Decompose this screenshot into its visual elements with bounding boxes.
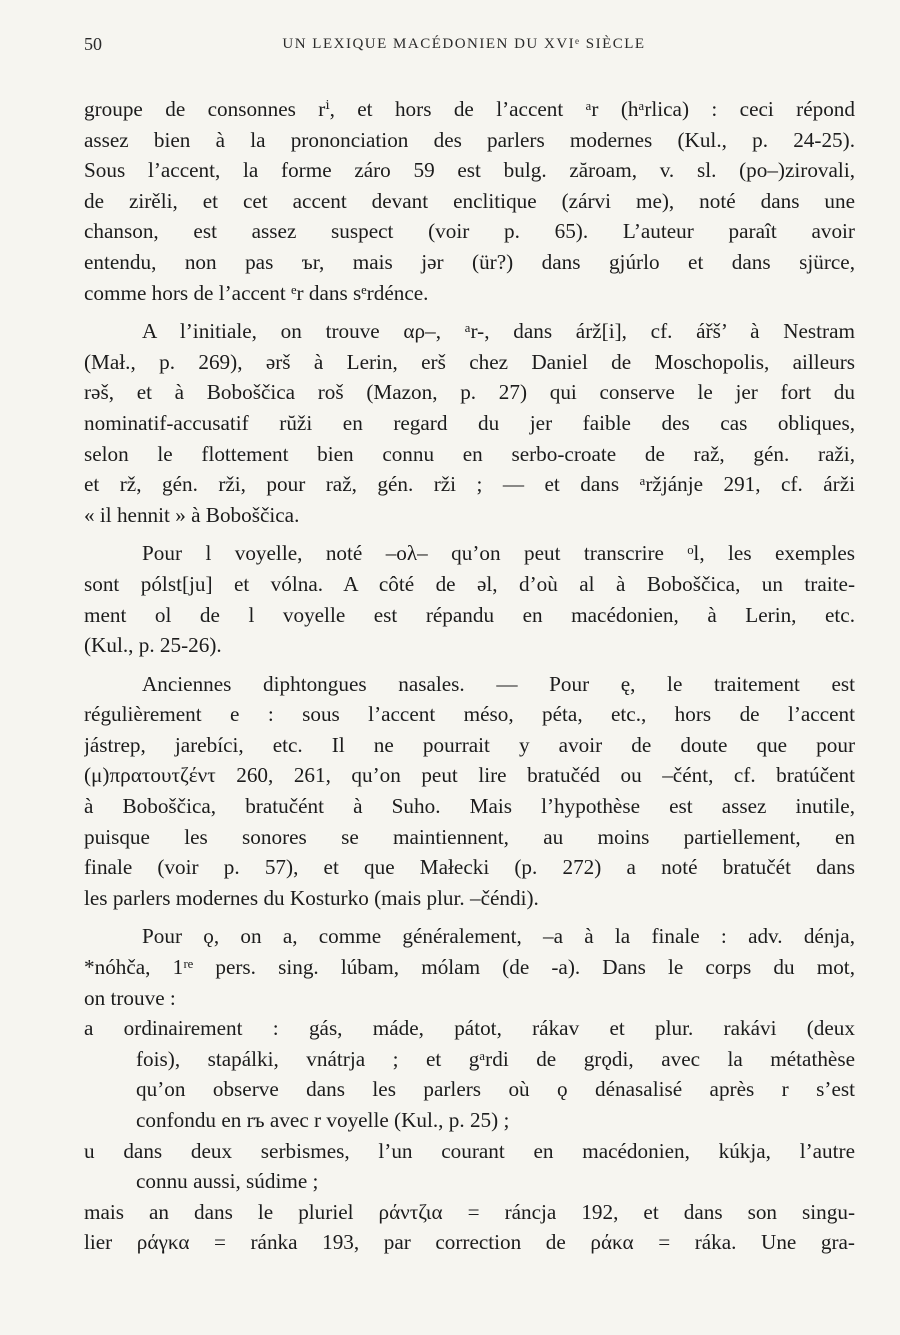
text-line: à Boboščica, bratučént à Suho. Mais l’hypothèse est assez inutile, <box>84 794 855 819</box>
text-line: rəš, et à Boboščica roš (Mazon, p. 27) qui conserve le jer fort du <box>84 380 855 405</box>
running-head <box>84 34 844 58</box>
text-line: (Kul., p. 25-26). <box>84 633 222 658</box>
text-line: lier ράγκα = ránka 193, par correction de ράκα = ráka. Une gra- <box>84 1230 855 1255</box>
text-line: comme hors de l’accent ᵉr dans sᵉrdénce. <box>84 280 429 305</box>
text-line: finale (voir p. 57), et que Małecki (p. 272) a noté bratučét dans <box>84 855 855 880</box>
text-line: et rž, gén. rži, pour raž, gén. rži ; — et dans ᵃržjánje 291, cf. árži <box>84 472 855 497</box>
text-line: de zirěli, et cet accent devant enclitique (zárvi me), noté dans une <box>84 188 855 213</box>
text-line: on trouve : <box>84 985 176 1010</box>
body-text <box>84 94 855 1258</box>
running-title: UN LEXIQUE MACÉDONIEN DU XVIᵉ SIÈCLE <box>282 36 646 52</box>
list-item-u <box>84 1136 855 1197</box>
text-line: confondu en rъ avec r voyelle (Kul., p. 25) ; <box>136 1108 510 1132</box>
list-item-an <box>84 1197 855 1258</box>
text-line: assez bien à la prononciation des parlers modernes (Kul., p. 24-25). <box>84 127 855 152</box>
text-line: a ordinairement : gás, máde, pátot, rákav et plur. rakávi (deux <box>84 1016 855 1041</box>
text-line: Pour ǫ, on a, comme généralement, –a à la finale : adv. dénja, <box>142 924 855 949</box>
text-line: (Mał., p. 269), ərš à Lerin, erš chez Daniel de Moschopolis, ailleurs <box>84 349 855 374</box>
text-line: u dans deux serbismes, l’un courant en macédonien, kúkja, l’autre <box>84 1138 855 1163</box>
text-line: sont pólst[ju] et vólna. A côté de əl, d’où al à Boboščica, un traite- <box>84 571 855 596</box>
text-line: Anciennes diphtongues nasales. — Pour ę, le traitement est <box>142 671 855 696</box>
text-line: qu’on observe dans les parlers où ǫ dénasalisé après r s’est <box>136 1077 855 1102</box>
text-line: chanson, est assez suspect (voir p. 65). L’auteur paraît avoir <box>84 219 855 244</box>
paragraph-continuation <box>84 94 855 308</box>
paragraph-o-nasal <box>84 921 855 1013</box>
text-line: (μ)πρατουτζέντ 260, 261, qu’on peut lire bratučéd ou –čént, cf. bratúčent <box>84 763 855 788</box>
text-line: selon le flottement bien connu en serbo-croate de raž, gén. raži, <box>84 441 855 466</box>
paragraph-l-voyelle <box>84 538 855 660</box>
text-line: Sous l’accent, la forme záro 59 est bulg. zăroam, v. sl. (po–)zirovali, <box>84 158 855 183</box>
text-line: connu aussi, súdime ; <box>136 1169 319 1194</box>
text-line: fois), stapálki, vnátrja ; et gᵃrdi de grǫdi, avec la métathèse <box>136 1046 855 1071</box>
text-line: mais an dans le pluriel ράντζια = ráncja 192, et dans son singu- <box>84 1199 855 1224</box>
text-line: entendu, non pas ъr, mais jər (ür?) dans gjúrlo et dans sjürce, <box>84 249 855 274</box>
text-line: ment ol de l voyelle est répandu en macédonien, à Lerin, etc. <box>84 602 855 627</box>
text-line: les parlers modernes du Kosturko (mais plur. –čéndi). <box>84 885 539 910</box>
paragraph-initial-r <box>84 316 855 530</box>
list-item-a <box>84 1013 855 1135</box>
text-line: nominatif-accusatif rŭži en regard du jer faible des cas obliques, <box>84 410 855 435</box>
paragraph-diphtongues-nasales <box>84 669 855 914</box>
text-line: groupe de consonnes rⁱ, et hors de l’accent ᵃr (hᵃrlica) : ceci répond <box>84 97 855 121</box>
text-line: A l’initiale, on trouve αρ–, ᵃr-, dans árž[i], cf. ářš’ à Nestram <box>142 319 855 344</box>
text-line: *nóhča, 1ʳᵉ pers. sing. lúbam, mólam (de -a). Dans le corps du mot, <box>84 955 855 980</box>
text-line: jástrep, jarebíci, etc. Il ne pourrait y avoir de doute que pour <box>84 732 855 757</box>
page-number: 50 <box>84 34 102 54</box>
text-line: puisque les sonores se maintiennent, au moins partiellement, en <box>84 824 855 849</box>
text-line: Pour l voyelle, noté –ολ– qu’on peut transcrire ᵒl, les exemples <box>142 541 855 566</box>
text-line: « il hennit » à Boboščica. <box>84 502 300 527</box>
text-line: régulièrement e : sous l’accent méso, péta, etc., hors de l’accent <box>84 702 855 727</box>
